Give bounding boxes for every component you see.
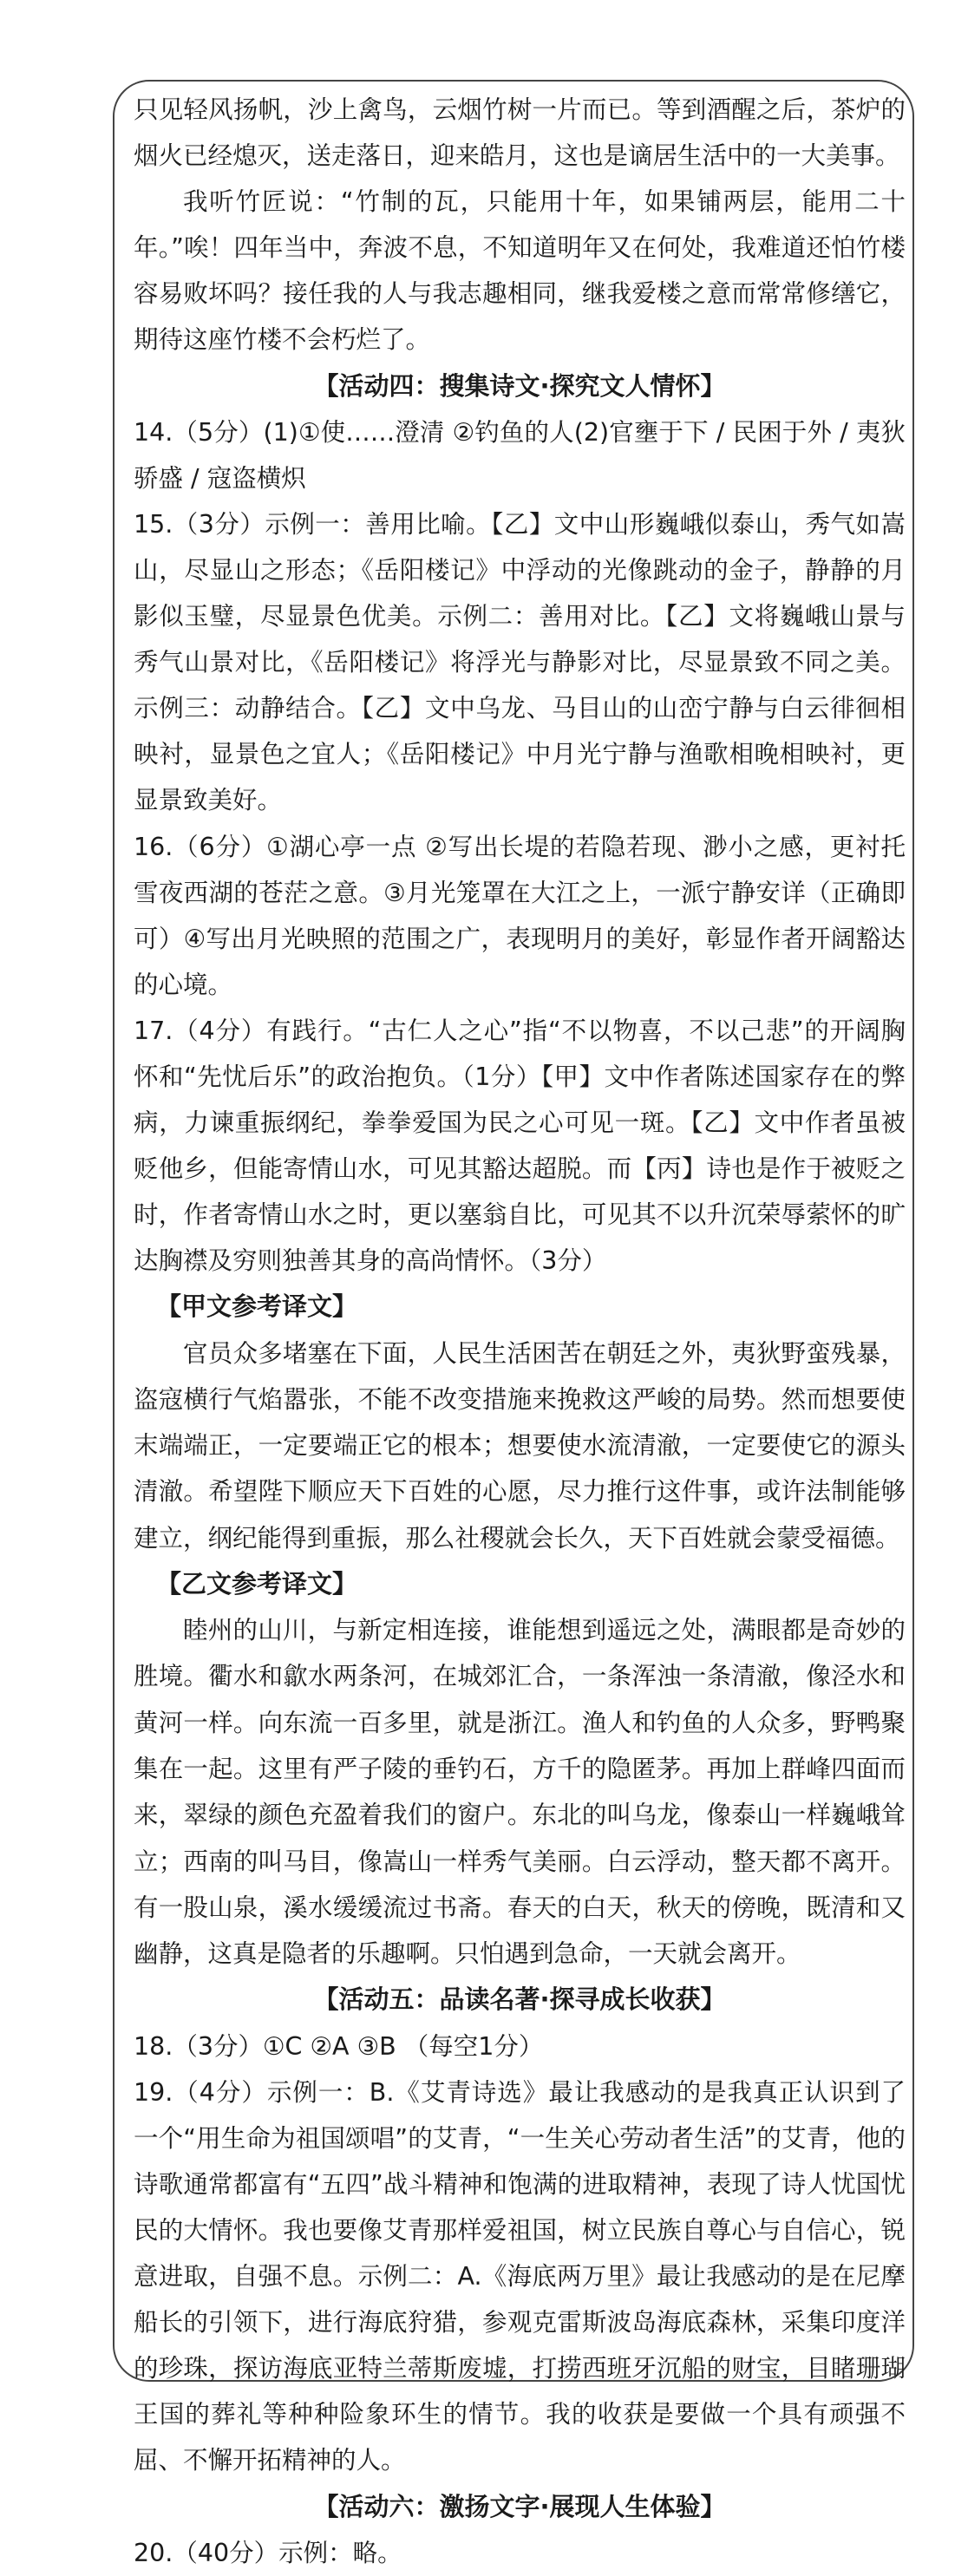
answer-15: 15.（3分）示例一：善用比喻。【乙】文中山形巍峨似泰山，秀气如嵩山，尽显山之形态；《岳阳楼记》中浮动的光像跳动的金子，静静的月影似玉璧，尽显景色优美。示例二：善用对比。【乙】文将巍峨山景与秀气山景对比，《岳阳楼记》将浮光与静影对比，尽显景致不同之美。示例三：动静结合。【乙】文中乌龙、马目山的山峦宁静与白云徘徊相映衬，显景色之宜人；《岳阳楼记》中月光宁静与渔歌相晚相映衬，更显景致美好。 [134,509,906,815]
jia-translation-heading: 【甲文参考译文】 [156,1291,358,1322]
answer-19: 19.（4分）示例一：B.《艾青诗选》最让我感动的是我真正认识到了一个“用生命为祖国颂唱”的艾青，“一生关心劳动者生活”的艾青，他的诗歌通常都富有“五四”战斗精神和饱满的进取精神，表现了诗人忧国忧民的大情怀。我也要像艾青那样爱祖国，树立民族自尊心与自信心，锐意进取，自强不息。示例二：A.《海底两万里》最让我感动的是在尼摩船长的引领下，进行海底狩猎，参观克雷斯波岛海底森林，采集印度洋的珍珠，探访海底亚特兰蒂斯废墟，打捞西班牙沉船的财宝，目睹珊瑚王国的葬礼等种种险象环生的情节。我的收获是要做一个具有顽强不屈、不懈开拓精神的人。 [134,2077,906,2475]
answer-16: 16.（6分）①湖心亭一点 ②写出长堤的若隐若现、渺小之感，更衬托雪夜西湖的苍茫之意。③月光笼罩在大江之上，一派宁静安详（正确即可）④写出月光映照的范围之广，表现明月的美好，彰显作者开阔豁达的心境。 [134,832,906,999]
answer-20: 20.（40分）示例：略。 [134,2538,402,2567]
answer-document [134,87,906,2576]
answer-14: 14.（5分）(1)①使……澄清 ②钓鱼的人(2)官壅于下 / 民困于外 / 夷狄骄盛 / 寇盗横炽 [134,417,906,493]
activity-6-heading: 【活动六：激扬文字·展现人生体验】 [313,2491,726,2521]
activity-4-heading: 【活动四：搜集诗文·探究文人情怀】 [313,370,726,401]
answer-17: 17.（4分）有践行。“古仁人之心”指“不以物喜，不以己悲”的开阔胸怀和“先忧后乐”的政治抱负。（1分）【甲】文中作者陈述国家存在的弊病，力谏重振纲纪，拳拳爱国为民之心可见一斑。【乙】文中作者虽被贬他乡，但能寄情山水，可见其豁达超脱。而【丙】诗也是作于被贬之时，作者寄情山水之时，更以塞翁自比，可见其不以升沉荣辱萦怀的旷达胸襟及穷则独善其身的高尚情怀。（3分） [134,1016,906,1276]
jia-translation: 官员众多堵塞在下面，人民生活困苦在朝廷之外，夷狄野蛮残暴，盗寇横行气焰嚣张，不能不改变措施来挽救这严峻的局势。然而想要使末端端正，一定要端正它的根本；想要使水流清澈，一定要使它的源头清澈。希望陛下顺应天下百姓的心愿，尽力推行这件事，或许法制能够建立，纲纪能得到重振，那么社稷就会长久，天下百姓就会蒙受福德。 [134,1338,906,1553]
translation-paragraph-2: 我听竹匠说：“竹制的瓦，只能用十年，如果铺两层，能用二十年。”唉！四年当中，奔波不息，不知道明年又在何处，我难道还怕竹楼容易败坏吗？接任我的人与我志趣相同，继我爱楼之意而常常修缮它，期待这座竹楼不会朽烂了。 [134,187,906,355]
translation-paragraph-1: 只见轻风扬帆，沙上禽鸟，云烟竹树一片而已。等到酒醒之后，茶炉的烟火已经熄灭，送走落日，迎来皓月，这也是谪居生活中的一大美事。 [134,95,906,171]
activity-5-heading: 【活动五：品读名著·探寻成长收获】 [313,1984,726,2015]
yi-translation-heading: 【乙文参考译文】 [156,1569,358,1599]
yi-translation: 睦州的山川，与新定相连接，谁能想到遥远之处，满眼都是奇妙的胜境。衢水和歙水两条河，在城郊汇合，一条浑浊一条清澈，像泾水和黄河一样。向东流一百多里，就是浙江。渔人和钓鱼的人众多，野鸭聚集在一起。这里有严子陵的垂钓石，方千的隐匿茅。再加上群峰四面而来，翠绿的颜色充盈着我们的窗户。东北的叫乌龙，像泰山一样巍峨耸立；西南的叫马目，像嵩山一样秀气美丽。白云浮动，整天都不离开。有一股山泉，溪水缓缓流过书斋。春天的白天，秋天的傍晚，既清和又幽静，这真是隐者的乐趣啊。只怕遇到急命，一天就会离开。 [134,1616,906,1969]
answer-18: 18.（3分）①C ②A ③B （每空1分） [134,2031,544,2061]
